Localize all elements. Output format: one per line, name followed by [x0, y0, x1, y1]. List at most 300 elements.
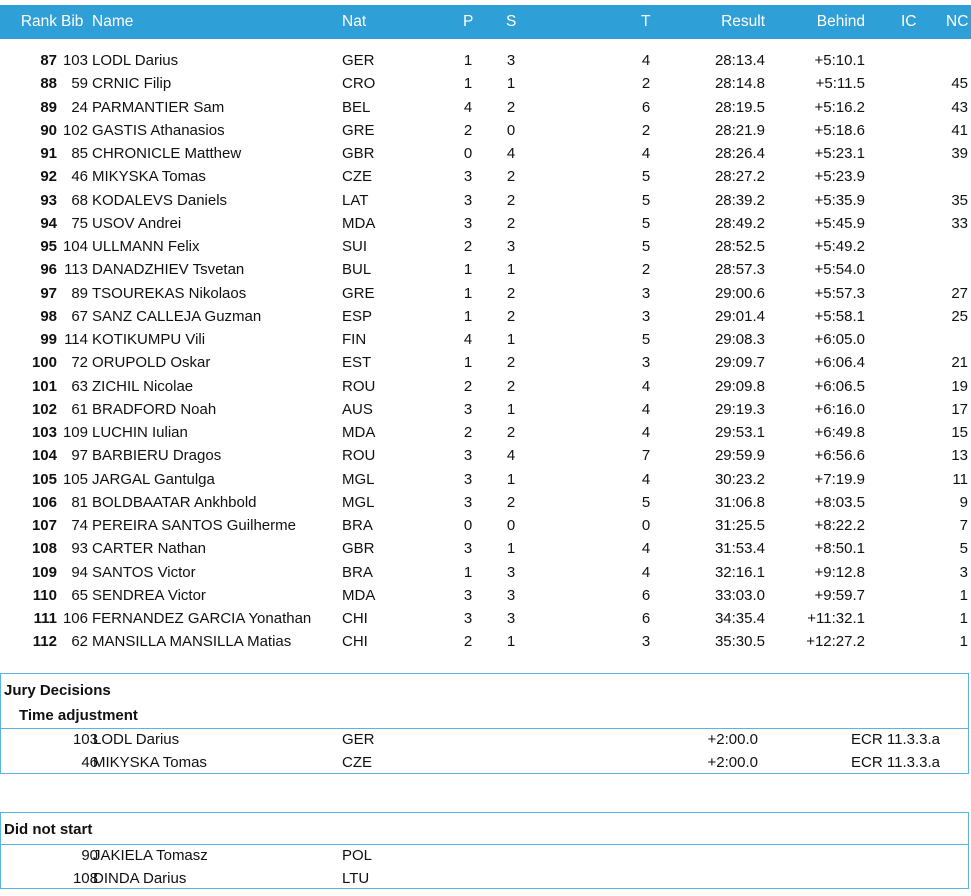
cell-nat: GBR	[342, 540, 375, 558]
cell-nat: CZE	[342, 168, 372, 186]
cell-nat: GRE	[342, 284, 375, 302]
cell-name: ZICHIL Nicolae	[92, 377, 194, 395]
cell-nat: BRA	[342, 517, 373, 534]
cell-name: KOTIKUMPU Vili	[92, 331, 206, 348]
cell-rank: 101	[31, 377, 57, 395]
jury-name: LODL Darius	[93, 731, 180, 748]
cell-t: 6	[641, 610, 651, 627]
cell-name: BARBIERU Dragos	[92, 447, 222, 465]
cell-nat: MDA	[342, 586, 376, 604]
cell-result: 29:19.3	[714, 400, 765, 418]
jury-row	[1, 729, 968, 751]
cell-s: 2	[506, 214, 516, 232]
table-row	[0, 143, 971, 166]
cell-bib: 46	[71, 168, 88, 186]
cell-name: BOLDBAATAR Ankhbold	[92, 493, 257, 511]
table-row	[0, 631, 971, 654]
cell-t: 0	[641, 517, 651, 534]
jury-decisions-box	[0, 673, 969, 774]
table-row	[0, 492, 971, 515]
cell-nat: AUS	[342, 400, 373, 418]
cell-nat: MGL	[342, 493, 375, 511]
dns-nat: POL	[342, 847, 373, 864]
cell-rank: 88	[40, 75, 57, 93]
cell-behind: +5:16.2	[814, 98, 865, 116]
cell-s: 1	[506, 633, 516, 651]
jury-bib: 46	[81, 754, 98, 771]
cell-name: FERNANDEZ GARCIA Yonathan	[92, 610, 312, 627]
cell-bib: 105	[62, 470, 88, 488]
cell-behind: +11:32.1	[807, 610, 865, 627]
cell-p: 3	[463, 470, 473, 488]
jury-name: MIKYSKA Tomas	[93, 754, 207, 771]
cell-s: 3	[506, 52, 516, 69]
cell-bib: 81	[71, 493, 88, 511]
jury-row	[1, 752, 968, 774]
cell-behind: +5:11.5	[815, 75, 865, 93]
cell-nat: ROU	[342, 377, 376, 395]
dns-name: DINDA Darius	[93, 870, 187, 887]
cell-t: 5	[641, 238, 651, 255]
cell-bib: 74	[71, 517, 88, 534]
cell-t: 4	[641, 52, 651, 69]
cell-rank: 89	[40, 98, 57, 116]
cell-t: 7	[641, 447, 651, 465]
cell-p: 3	[463, 540, 473, 558]
table-row	[0, 190, 971, 213]
cell-bib: 65	[71, 586, 88, 604]
cell-s: 1	[506, 261, 516, 279]
cell-behind: +8:22.2	[814, 517, 865, 534]
cell-nc: 21	[951, 354, 968, 372]
cell-result: 29:09.7	[714, 354, 765, 372]
cell-result: 30:23.2	[714, 470, 765, 488]
cell-p: 3	[463, 214, 473, 232]
cell-rank: 107	[31, 517, 57, 534]
cell-bib: 109	[62, 424, 88, 441]
cell-s: 3	[506, 238, 516, 255]
cell-name: DANADZHIEV Tsvetan	[92, 261, 245, 279]
cell-behind: +9:12.8	[814, 563, 865, 581]
cell-nc: 17	[951, 400, 968, 418]
cell-nc: 9	[959, 493, 968, 511]
cell-p: 1	[463, 261, 473, 279]
cell-t: 4	[641, 145, 651, 162]
cell-nc: 15	[951, 424, 968, 441]
header-rank: Rank	[20, 13, 57, 30]
table-row	[0, 608, 971, 631]
cell-t: 5	[641, 331, 651, 348]
table-row	[0, 306, 971, 329]
cell-t: 3	[641, 633, 651, 651]
cell-bib: 94	[71, 563, 88, 581]
cell-result: 31:06.8	[714, 493, 765, 511]
table-row	[0, 213, 971, 236]
cell-p: 3	[463, 168, 473, 186]
jury-adjustment: +2:00.0	[707, 731, 758, 748]
cell-nat: GRE	[342, 121, 375, 139]
cell-behind: +6:05.0	[814, 331, 865, 348]
header-nc: NC	[946, 13, 969, 30]
cell-nc: 19	[951, 377, 968, 395]
jury-rule: ECR 11.3.3.a	[851, 731, 940, 748]
cell-t: 2	[641, 261, 651, 279]
cell-result: 28:21.9	[714, 121, 765, 139]
cell-result: 28:27.2	[714, 168, 765, 186]
cell-s: 1	[506, 540, 516, 558]
cell-bib: 68	[71, 191, 88, 209]
table-row	[0, 283, 971, 306]
cell-behind: +8:50.1	[814, 540, 865, 558]
cell-rank: 108	[31, 540, 57, 558]
cell-s: 3	[506, 586, 516, 604]
cell-p: 1	[463, 52, 473, 69]
cell-rank: 92	[40, 168, 57, 186]
cell-behind: +5:35.9	[814, 191, 865, 209]
cell-behind: +5:10.1	[814, 52, 865, 69]
cell-nc: 7	[959, 517, 968, 534]
cell-result: 28:57.3	[714, 261, 765, 279]
cell-rank: 106	[31, 493, 57, 511]
cell-rank: 99	[40, 331, 57, 348]
cell-bib: 85	[71, 145, 88, 162]
cell-result: 28:26.4	[714, 145, 765, 162]
cell-p: 3	[463, 191, 473, 209]
cell-name: JARGAL Gantulga	[92, 470, 215, 488]
cell-s: 2	[506, 98, 516, 116]
cell-p: 2	[463, 121, 473, 139]
table-row	[0, 515, 971, 538]
cell-bib: 97	[71, 447, 88, 465]
cell-nat: MDA	[342, 214, 376, 232]
cell-nc: 1	[959, 610, 968, 627]
cell-t: 4	[641, 470, 651, 488]
dns-title: Did not start	[4, 821, 93, 838]
cell-name: BRADFORD Noah	[92, 400, 217, 418]
cell-s: 1	[506, 75, 516, 93]
cell-bib: 75	[71, 214, 88, 232]
cell-name: LODL Darius	[92, 52, 179, 69]
cell-nat: FIN	[342, 331, 367, 348]
dns-bib: 108	[72, 870, 98, 887]
cell-behind: +6:49.8	[814, 424, 865, 441]
cell-nat: MDA	[342, 424, 376, 441]
cell-behind: +8:03.5	[814, 493, 865, 511]
cell-s: 4	[506, 447, 516, 465]
cell-p: 3	[463, 447, 473, 465]
cell-result: 28:52.5	[714, 238, 765, 255]
cell-bib: 106	[62, 610, 88, 627]
cell-result: 34:35.4	[714, 610, 765, 627]
cell-bib: 93	[71, 540, 88, 558]
cell-s: 0	[506, 517, 516, 534]
dns-nat: LTU	[342, 870, 370, 887]
cell-t: 6	[641, 586, 651, 604]
cell-behind: +5:23.9	[814, 168, 865, 186]
table-row	[0, 50, 971, 73]
cell-name: TSOUREKAS Nikolaos	[92, 284, 247, 302]
cell-rank: 87	[40, 52, 57, 69]
cell-bib: 113	[64, 261, 88, 279]
cell-bib: 59	[71, 75, 88, 93]
cell-s: 2	[506, 307, 516, 325]
cell-behind: +5:57.3	[814, 284, 865, 302]
cell-behind: +6:06.4	[814, 354, 865, 372]
table-row	[0, 259, 971, 282]
cell-t: 2	[641, 75, 651, 93]
header-bib: Bib	[61, 13, 84, 30]
cell-rank: 111	[33, 610, 57, 627]
cell-rank: 109	[31, 563, 57, 581]
cell-bib: 102	[62, 121, 88, 139]
cell-rank: 110	[32, 586, 57, 604]
cell-behind: +5:45.9	[814, 214, 865, 232]
cell-rank: 91	[40, 145, 57, 162]
cell-name: LUCHIN Iulian	[92, 424, 188, 441]
cell-s: 3	[506, 563, 516, 581]
cell-p: 2	[463, 424, 473, 441]
cell-t: 6	[641, 98, 651, 116]
cell-nc: 1	[959, 586, 968, 604]
header-result: Result	[721, 13, 765, 30]
cell-nat: EST	[342, 354, 372, 372]
cell-behind: +6:56.6	[814, 447, 865, 465]
cell-rank: 112	[32, 633, 57, 651]
cell-p: 0	[463, 517, 473, 534]
cell-result: 31:53.4	[714, 540, 765, 558]
cell-rank: 104	[31, 447, 57, 465]
cell-p: 1	[463, 307, 473, 325]
cell-behind: +5:49.2	[814, 238, 865, 255]
cell-nc: 25	[951, 307, 968, 325]
table-row	[0, 236, 971, 259]
cell-p: 2	[463, 377, 473, 395]
table-row	[0, 329, 971, 352]
cell-name: MIKYSKA Tomas	[92, 168, 206, 186]
dns-row	[1, 845, 968, 867]
table-row	[0, 73, 971, 96]
cell-t: 5	[641, 191, 651, 209]
dns-bib: 90	[81, 847, 98, 864]
table-row	[0, 422, 971, 445]
cell-p: 4	[463, 331, 473, 348]
cell-nc: 1	[959, 633, 968, 651]
cell-nat: LAT	[342, 191, 369, 209]
cell-behind: +9:59.7	[814, 586, 865, 604]
table-row	[0, 445, 971, 468]
cell-bib: 104	[62, 238, 88, 255]
cell-t: 4	[641, 377, 651, 395]
cell-name: CRNIC Filip	[92, 75, 172, 93]
cell-nat: BEL	[342, 98, 371, 116]
cell-nat: MGL	[342, 470, 375, 488]
cell-t: 3	[641, 307, 651, 325]
cell-nc: 27	[951, 284, 968, 302]
cell-s: 2	[506, 424, 516, 441]
jury-subtitle: Time adjustment	[19, 707, 138, 724]
cell-result: 35:30.5	[714, 633, 765, 651]
cell-rank: 90	[40, 121, 57, 139]
cell-s: 0	[506, 121, 516, 139]
cell-result: 29:00.6	[714, 284, 765, 302]
cell-name: ORUPOLD Oskar	[92, 354, 211, 372]
cell-p: 3	[463, 493, 473, 511]
cell-s: 3	[506, 610, 516, 627]
cell-nc: 13	[951, 447, 968, 465]
cell-result: 28:49.2	[714, 214, 765, 232]
cell-result: 31:25.5	[714, 517, 765, 534]
table-row	[0, 376, 971, 399]
cell-name: CHRONICLE Matthew	[92, 145, 242, 162]
cell-nat: GER	[342, 52, 375, 69]
cell-name: USOV Andrei	[92, 214, 182, 232]
cell-result: 29:08.3	[714, 331, 765, 348]
cell-p: 0	[463, 145, 473, 162]
header-behind: Behind	[816, 13, 865, 30]
header-p: P	[463, 13, 474, 30]
cell-name: ULLMANN Felix	[92, 238, 200, 255]
cell-nc: 39	[951, 145, 968, 162]
cell-s: 2	[506, 354, 516, 372]
cell-s: 1	[506, 331, 516, 348]
cell-bib: 72	[71, 354, 88, 372]
cell-nc: 45	[951, 75, 968, 93]
jury-title: Jury Decisions	[4, 682, 111, 699]
header-nat: Nat	[342, 13, 367, 30]
cell-nat: SUI	[342, 238, 368, 255]
cell-behind: +7:19.9	[814, 470, 865, 488]
cell-name: GASTIS Athanasios	[92, 121, 225, 139]
table-row	[0, 562, 971, 585]
cell-result: 29:53.1	[714, 424, 765, 441]
dns-row	[1, 868, 968, 890]
cell-nc: 33	[951, 214, 968, 232]
table-row	[0, 399, 971, 422]
header-ic: IC	[901, 13, 917, 30]
table-row	[0, 538, 971, 561]
cell-result: 28:19.5	[714, 98, 765, 116]
table-row	[0, 166, 971, 189]
cell-rank: 100	[31, 354, 57, 372]
cell-p: 3	[463, 610, 473, 627]
cell-name: SANTOS Victor	[92, 563, 196, 581]
cell-bib: 62	[71, 633, 88, 651]
cell-s: 2	[506, 191, 516, 209]
cell-rank: 96	[40, 261, 57, 279]
cell-nc: 41	[951, 121, 968, 139]
did-not-start-box	[0, 812, 969, 889]
cell-name: SENDREA Victor	[92, 586, 206, 604]
table-row	[0, 352, 971, 375]
jury-nat: GER	[342, 731, 375, 748]
cell-nat: GBR	[342, 145, 375, 162]
cell-behind: +12:27.2	[806, 633, 865, 651]
cell-p: 3	[463, 400, 473, 418]
cell-s: 1	[506, 400, 516, 418]
jury-nat: CZE	[342, 754, 372, 771]
cell-p: 1	[463, 354, 473, 372]
cell-behind: +6:16.0	[814, 400, 865, 418]
dns-name: JAKIELA Tomasz	[93, 847, 208, 864]
cell-s: 4	[506, 145, 516, 162]
cell-nat: CHI	[342, 610, 368, 627]
cell-bib: 103	[62, 52, 88, 69]
cell-nat: BUL	[342, 261, 372, 279]
cell-s: 2	[506, 284, 516, 302]
cell-p: 3	[463, 586, 473, 604]
cell-result: 29:09.8	[714, 377, 765, 395]
cell-rank: 103	[31, 424, 57, 441]
cell-nat: ROU	[342, 447, 376, 465]
cell-p: 2	[463, 633, 473, 651]
cell-t: 2	[641, 121, 651, 139]
table-row	[0, 585, 971, 608]
header-t: T	[641, 13, 651, 30]
cell-name: PEREIRA SANTOS Guilherme	[92, 517, 296, 534]
cell-bib: 114	[64, 331, 88, 348]
cell-name: KODALEVS Daniels	[92, 191, 228, 209]
cell-t: 4	[641, 563, 651, 581]
cell-rank: 93	[40, 191, 57, 209]
jury-bib: 103	[72, 731, 98, 748]
cell-result: 29:01.4	[714, 307, 765, 325]
cell-bib: 67	[71, 307, 88, 325]
header-name: Name	[92, 13, 134, 30]
cell-nat: CRO	[342, 75, 376, 93]
table-row	[0, 469, 971, 492]
cell-t: 3	[641, 354, 651, 372]
cell-t: 4	[641, 540, 651, 558]
cell-name: CARTER Nathan	[92, 540, 206, 558]
cell-result: 29:59.9	[714, 447, 765, 465]
cell-p: 1	[463, 563, 473, 581]
cell-nc: 5	[959, 540, 968, 558]
cell-rank: 95	[40, 238, 57, 255]
cell-rank: 97	[40, 284, 57, 302]
cell-t: 5	[641, 214, 651, 232]
cell-name: SANZ CALLEJA Guzman	[92, 307, 262, 325]
results-header	[0, 5, 971, 39]
cell-result: 33:03.0	[714, 586, 765, 604]
table-row	[0, 97, 971, 120]
cell-result: 32:16.1	[714, 563, 765, 581]
cell-rank: 94	[40, 214, 57, 232]
jury-rule: ECR 11.3.3.a	[851, 754, 940, 771]
cell-t: 4	[641, 400, 651, 418]
cell-p: 2	[463, 238, 473, 255]
cell-bib: 89	[71, 284, 88, 302]
cell-rank: 98	[40, 307, 57, 325]
cell-p: 1	[463, 75, 473, 93]
cell-nat: ESP	[342, 307, 373, 325]
cell-behind: +6:06.5	[814, 377, 865, 395]
cell-nat: BRA	[342, 563, 373, 581]
cell-behind: +5:18.6	[814, 121, 865, 139]
cell-s: 2	[506, 168, 516, 186]
cell-bib: 24	[71, 98, 88, 116]
cell-rank: 105	[31, 470, 57, 488]
cell-nc: 3	[959, 563, 968, 581]
cell-result: 28:39.2	[714, 191, 765, 209]
cell-name: PARMANTIER Sam	[92, 98, 225, 116]
jury-adjustment: +2:00.0	[707, 754, 758, 771]
cell-t: 5	[641, 493, 651, 511]
cell-bib: 61	[71, 400, 88, 418]
cell-behind: +5:54.0	[814, 261, 865, 279]
cell-result: 28:13.4	[714, 52, 765, 69]
cell-nc: 11	[952, 470, 968, 488]
cell-behind: +5:58.1	[814, 307, 865, 325]
